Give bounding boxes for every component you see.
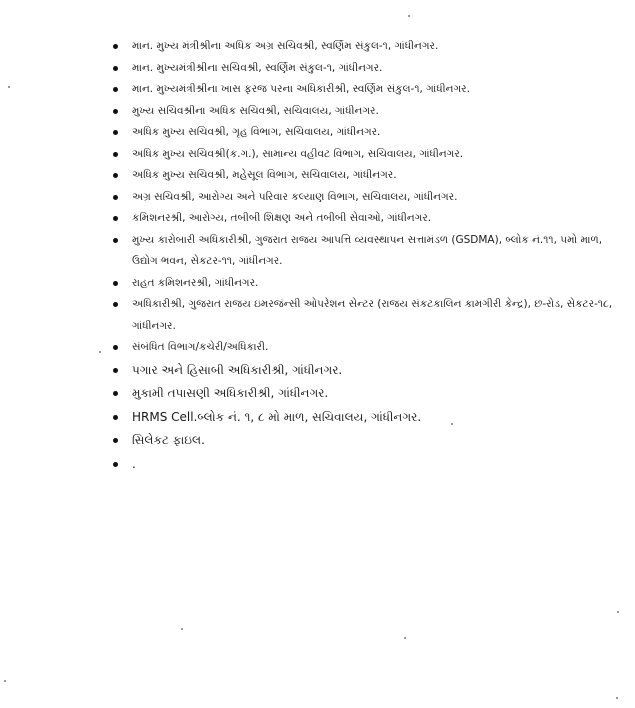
list-item-text: અગ્ર સચિવશ્રી, આરોગ્ય અને પરિવાર કલ્યાણ વિભાગ, સચિવાલય, ગાંધીનગર.: [132, 190, 458, 203]
list-item: [110, 406, 615, 430]
list-item-text: મુકામી તપાસણી અધિકારીશ્રી, ગાંધીનગર.: [132, 386, 329, 400]
bullet-icon: [113, 238, 118, 243]
list-item: [110, 294, 615, 337]
list-item-text: માન. મુખ્યમંત્રીશ્રીના ખાસ ફરજ પરના અધિકારીશ્રી, સ્વર્ણિમ સંકુલ-૧, ગાંધીનગર.: [132, 83, 470, 95]
scan-speck: [99, 351, 101, 353]
list-item-text: સંબંધિત વિભાગ/કચેરી/અધિકારી.: [132, 341, 269, 353]
list-item-text: માન. મુખ્ય મંત્રીશ્રીના અધિક અગ્ર સચિવશ્રી, સ્વર્ણિમ સંકુલ-૧, ગાંધીનગર.: [132, 40, 439, 52]
list-item: [110, 230, 615, 273]
list-item-text: .: [132, 456, 136, 471]
bullet-icon: [113, 345, 118, 350]
list-item-text: અધિકારીશ્રી, ગુજરાત રાજય ઇમરજંન્સી ઓપરેશન સેન્ટર (રાજય સંકટકાલિન કામગીરી કેન્દ્ર), છ-રોડ, સેકટર-૧૮, ગાંધીનગર.: [132, 298, 613, 332]
bullet-icon: [113, 391, 118, 396]
list-item: [110, 58, 615, 80]
list-item-text: કમિશનરશ્રી, આરોગ્ય, તબીબી શિક્ષણ અને તબીબી સેવાઓ, ગાંધીનગર.: [132, 212, 432, 224]
bullet-icon: [113, 44, 118, 49]
scan-speck: [616, 697, 618, 699]
scan-speck: [4, 680, 6, 682]
scan-speck: [181, 628, 183, 630]
bullet-icon: [113, 462, 118, 467]
bullet-icon: [113, 415, 118, 420]
list-item: [110, 187, 615, 209]
bullet-icon: [113, 152, 118, 157]
list-item-text: પગાર અને હિસાબી અધિકારીશ્રી, ગાંધીનગર.: [132, 362, 343, 377]
bullet-icon: [113, 216, 118, 221]
list-item: [110, 144, 615, 166]
bullet-icon: [113, 173, 118, 178]
list-item: [110, 453, 615, 477]
list-item: [110, 165, 615, 187]
list-item: [110, 36, 615, 58]
list-item: [110, 429, 615, 453]
bullet-icon: [113, 195, 118, 200]
scan-speck: [8, 86, 10, 88]
list-item-text: અધિક મુખ્ય સચિવશ્રી, ગૃહ વિભાગ, સચિવાલય, ગાંધીનગર.: [132, 126, 381, 138]
list-item-text: HRMS Cell.બ્લોક નં. ૧, ૮ મો માળ, સચિવાલય, ગાંધીનગર.: [132, 409, 422, 424]
bullet-icon: [113, 368, 118, 373]
bullet-icon: [113, 302, 118, 307]
list-item-text: સિલેકટ ફાઇલ.: [132, 433, 205, 447]
list-item: [110, 273, 615, 295]
scan-speck: [451, 423, 453, 425]
bullet-icon: [113, 66, 118, 71]
list-item-text: રાહત કમિશનરશ્રી, ગાંધીનગર.: [132, 276, 259, 289]
list-item-text: મુખ્ય સચિવશ્રીના અધિક સચિવશ્રી, સચિવાલય, ગાંધીનગર.: [132, 104, 379, 117]
list-item: [110, 359, 615, 383]
list-item: [110, 122, 615, 144]
list-item-text: અધિક મુખ્ય સચિવશ્રી, મહેસૂલ વિભાગ, સચિવાલય, ગાંધીનગર.: [132, 169, 397, 181]
list-item: [110, 79, 615, 101]
list-item: [110, 101, 615, 123]
list-item-text: મુખ્ય કારોબારી અધિકારીશ્રી, ગુજરાત રાજય આપત્તિ વ્યવસ્થાપન સત્તામંડળ (GSDMA), બ્લોક નં.૧૧, ૫મો માળ, ઉદ્યોગ ભવન, સેકટર-૧૧, ગાંધીનગર.: [132, 233, 603, 267]
list-item-text: અધિક મુખ્ય સચિવશ્રી(ક.ગ.), સામાન્ય વહીવટ વિભાગ, સચિવાલય, ગાંધીનગર.: [132, 147, 464, 160]
bullet-icon: [113, 87, 118, 92]
list-item: [110, 382, 615, 406]
scan-speck: [404, 637, 406, 639]
list-item: [110, 337, 615, 359]
bullet-icon: [113, 438, 118, 443]
bullet-icon: [113, 130, 118, 135]
list-item: [110, 208, 615, 230]
scan-speck: [408, 15, 410, 17]
bullet-icon: [113, 281, 118, 286]
list-item-text: માન. મુખ્યમંત્રીશ્રીના સચિવશ્રી, સ્વર્ણિમ સંકુલ-૧, ગાંધીનગર.: [132, 61, 383, 74]
scan-speck: [617, 611, 619, 613]
bullet-icon: [113, 109, 118, 114]
distribution-list: [110, 36, 615, 476]
